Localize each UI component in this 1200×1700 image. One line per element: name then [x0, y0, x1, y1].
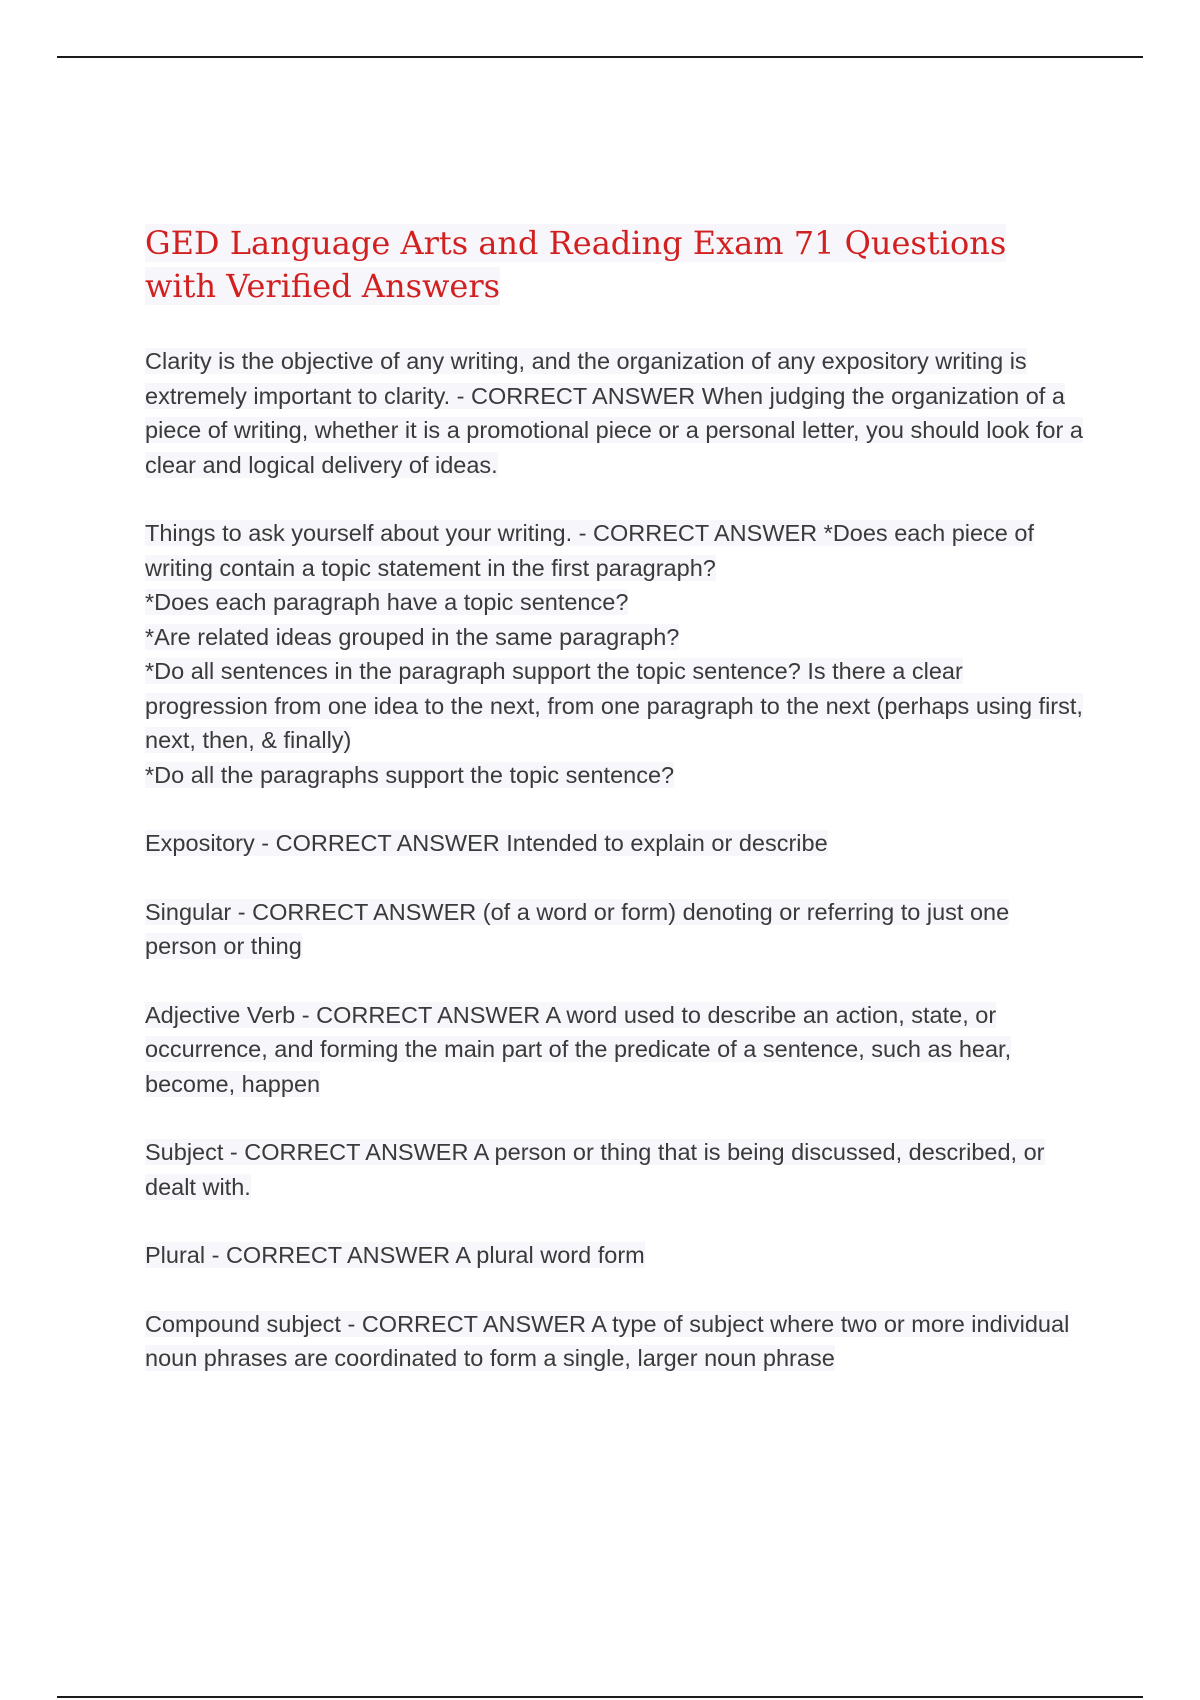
- qa-entry-subject: [145, 1135, 1085, 1204]
- qa-entry-clarity: [145, 344, 1085, 482]
- document-title-text: GED Language Arts and Reading Exam 71 Questions with Verified Answers: [145, 224, 1007, 305]
- qa-entry-plural: [145, 1238, 1085, 1273]
- qa-text: *Are related ideas grouped in the same paragraph?: [145, 623, 680, 650]
- qa-entry-expository: [145, 826, 1085, 861]
- document-body: [145, 222, 1085, 1410]
- qa-entry-compound-subject: [145, 1307, 1085, 1376]
- qa-text: Things to ask yourself about your writing. - CORRECT ANSWER *Does each piece of writing contain a topic statement in the first paragraph?: [145, 520, 1035, 581]
- qa-entry-writing-questions: [145, 516, 1085, 792]
- qa-text: *Do all sentences in the paragraph support the topic sentence? Is there a clear progression from one idea to the next, from one paragraph to the next (perhaps using first, next, then, & finally): [145, 658, 1083, 753]
- footer-rule: [57, 1696, 1143, 1698]
- qa-text: Compound subject - CORRECT ANSWER A type of subject where two or more individual noun phrases are coordinated to form a single, larger noun phrase: [145, 1310, 1070, 1371]
- qa-entry-singular: [145, 895, 1085, 964]
- document-title: [145, 222, 1085, 308]
- qa-text: *Do all the paragraphs support the topic sentence?: [145, 761, 675, 788]
- qa-text: *Does each paragraph have a topic sentence?: [145, 589, 629, 615]
- qa-text: Subject - CORRECT ANSWER A person or thing that is being discussed, described, or dealt with.: [145, 1139, 1045, 1200]
- qa-text: Adjective Verb - CORRECT ANSWER A word used to describe an action, state, or occurrence, and forming the main part of the predicate of a sentence, such as hear, become, happen: [145, 1001, 1012, 1097]
- qa-text: Singular - CORRECT ANSWER (of a word or form) denoting or referring to just one person or thing: [145, 898, 1010, 959]
- qa-text: Expository - CORRECT ANSWER Intended to explain or describe: [145, 830, 828, 856]
- qa-text: Clarity is the objective of any writing, and the organization of any expository writing is extremely important to clarity. - CORRECT ANSWER When judging the organization of a piece of writing, whether it is a promotional piece or a personal letter, you should look for a clear and logical delivery of ideas.: [145, 348, 1083, 478]
- header-rule: [57, 56, 1143, 58]
- qa-entry-adjective-verb: [145, 998, 1085, 1102]
- qa-text: Plural - CORRECT ANSWER A plural word form: [145, 1242, 645, 1268]
